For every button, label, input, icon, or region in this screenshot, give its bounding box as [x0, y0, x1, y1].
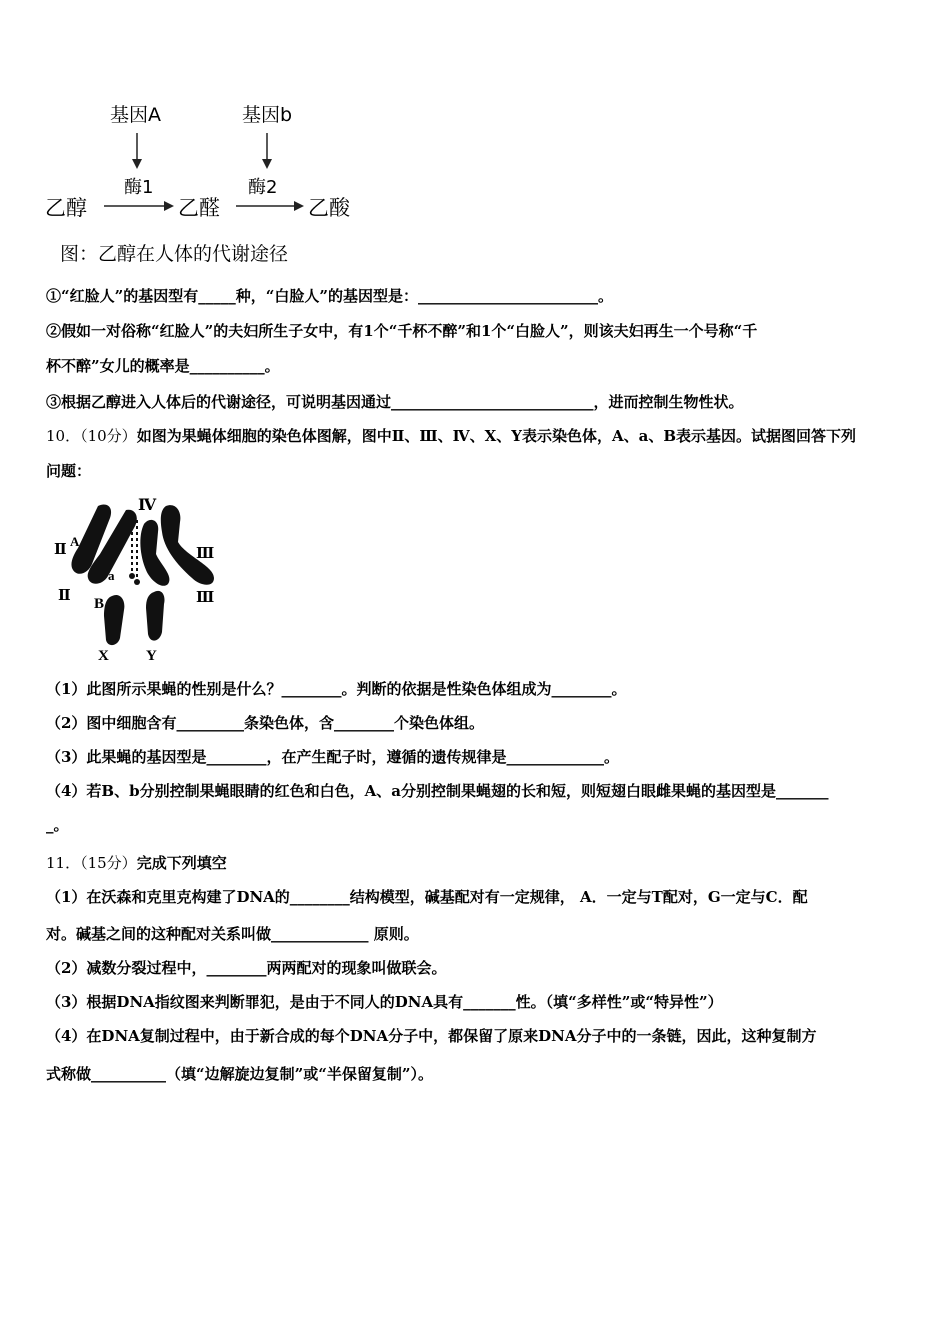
- chromosome-y: [146, 591, 165, 641]
- q9-line-1: ①“红脸人”的基因型有_____种，“白脸人”的基因型是：________________________。: [46, 287, 614, 305]
- chromosome-x: [104, 595, 124, 645]
- q9-line-3: 杯不醉”女儿的概率是__________。: [46, 357, 280, 375]
- q10-sub-4b: _。: [46, 816, 69, 834]
- q10-stem-text: 如图为果蝇体细胞的染色体图解，图中Ⅱ、Ⅲ、Ⅳ、X、Y表示染色体，A、a、B表示基因。试据图回答下列: [136, 427, 857, 445]
- gene-b-arrowhead: [262, 159, 272, 169]
- label-ii-bottom: Ⅱ: [58, 588, 71, 604]
- q10-sub-1: （1）此图所示果蝇的性别是什么？________。判断的依据是性染色体组成为________。: [46, 680, 627, 698]
- q11-sub-1a: （1）在沃森和克里克构建了DNA的________结构模型，碱基配对有一定规律， A．一定与T配对，G一定与C．配: [46, 888, 808, 906]
- label-ii-top: Ⅱ: [54, 542, 67, 558]
- q11-number: 11．: [46, 854, 81, 872]
- gene-a-arrowhead: [132, 159, 142, 169]
- chromosome-figure: [46, 492, 226, 664]
- acetaldehyde-label: 乙醛: [178, 196, 220, 220]
- q11-sub-4b: 式称做__________（填“边解旋边复制”或“半保留复制”）。: [46, 1065, 434, 1083]
- q11-sub-4a: （4）在DNA复制过程中，由于新合成的每个DNA分子中，都保留了原来DNA分子中的一条链，因此，这种复制方: [46, 1027, 817, 1045]
- q10-stem-2: 问题：: [46, 462, 92, 480]
- label-y: Y: [146, 648, 157, 664]
- ethanol-label: 乙醇: [45, 196, 87, 220]
- enzyme-2-label: 酶2: [248, 177, 278, 198]
- q11-sub-3: （3）根据DNA指纹图来判断罪犯，是由于不同人的DNA具有_______性。（填“多样性”或“特异性”）: [46, 993, 723, 1011]
- metabolic-pathway-figure: [40, 95, 370, 270]
- chromosome-iii-right: [161, 505, 214, 585]
- q11-stem: [46, 853, 910, 873]
- q10-score: （10分）: [80, 427, 137, 445]
- label-gene-A: A: [70, 534, 80, 549]
- acetic-acid-label: 乙酸: [308, 196, 350, 220]
- label-iii-bottom: Ⅲ: [196, 590, 215, 606]
- q11-sub-2: （2）减数分裂过程中，________两两配对的现象叫做联会。: [46, 959, 447, 977]
- label-iii-top: Ⅲ: [196, 546, 215, 562]
- chromosome-iv-centromere-right: [134, 579, 140, 585]
- q10-sub-2: （2）图中细胞含有_________条染色体，含________个染色体组。: [46, 714, 484, 732]
- arrowhead-1: [164, 201, 174, 211]
- pathway-caption: 图：乙醇在人体的代谢途径: [60, 243, 289, 265]
- q10-sub-3: （3）此果蝇的基因型是________，在产生配子时，遵循的遗传规律是_____________。: [46, 748, 619, 766]
- q9-line-4: ③根据乙醇进入人体后的代谢途径，可说明基因通过___________________________，进而控制生物性状。: [46, 393, 744, 411]
- q11-score: （15分）: [80, 854, 137, 872]
- q11-sub-1b: 对。碱基之间的这种配对关系叫做_____________ 原则。: [46, 925, 419, 943]
- label-x: X: [98, 648, 109, 664]
- q9-line-2: ②假如一对俗称“红脸人”的夫妇所生子女中，有1个“千杯不醉”和1个“白脸人”，则该夫妇再生一个号称“千: [46, 322, 758, 340]
- q10-stem: [46, 426, 910, 446]
- enzyme-1-label: 酶1: [124, 177, 154, 198]
- q11-stem-text: 完成下列填空: [136, 854, 227, 872]
- gene-a-label: 基因A: [110, 104, 161, 126]
- arrowhead-2: [294, 201, 304, 211]
- q10-number: 10．: [46, 427, 81, 445]
- label-gene-B: B: [94, 596, 105, 612]
- q10-sub-4a: （4）若B、b分别控制果蝇眼睛的红色和白色，A、a分别控制果蝇翅的长和短，则短翅白眼雌果蝇的基因型是_______: [46, 782, 829, 800]
- gene-b-label: 基因b: [242, 104, 293, 126]
- chromosome-iv-centromere-left: [129, 573, 135, 579]
- label-iv: Ⅳ: [138, 497, 157, 514]
- label-gene-a: a: [108, 568, 115, 583]
